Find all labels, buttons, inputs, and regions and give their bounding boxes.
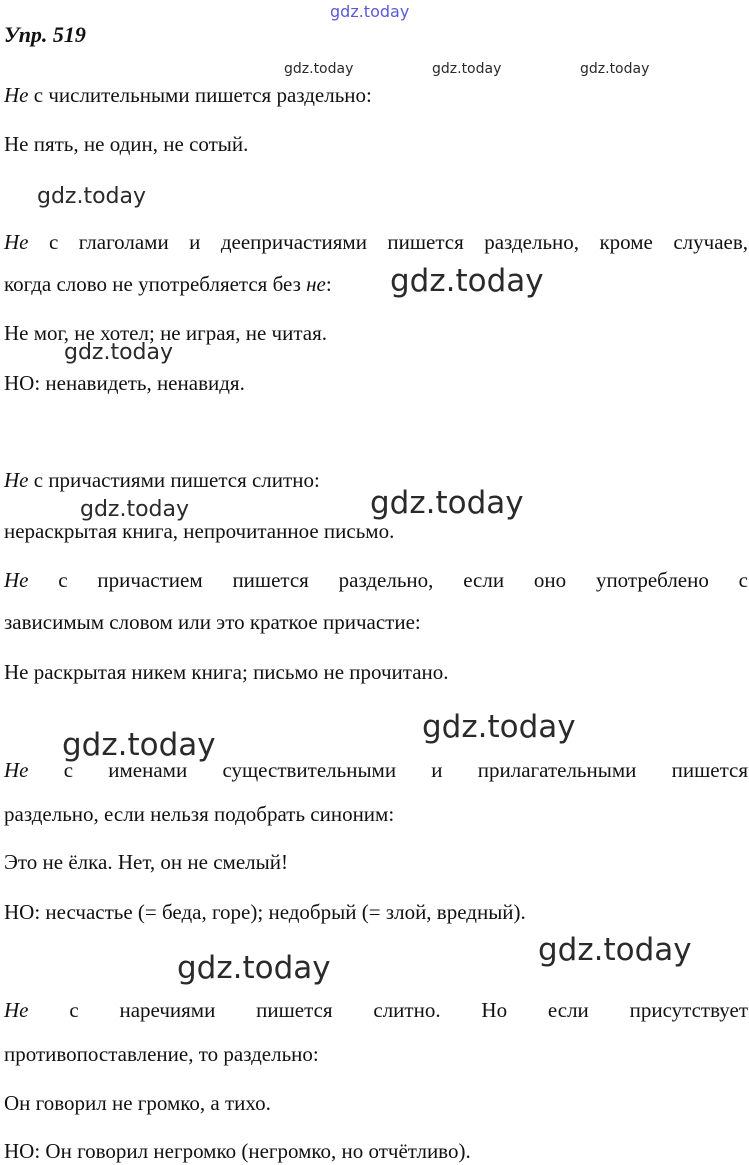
watermark: gdz.today bbox=[177, 950, 331, 986]
rule-text: Не с именами существительными и прилагательными пишется bbox=[4, 758, 748, 782]
watermark: gdz.today bbox=[580, 61, 650, 77]
rule-text: Не с наречиями пишется слитно. Но если присутствует bbox=[4, 998, 748, 1022]
watermark: gdz.today bbox=[37, 184, 147, 209]
rule-text: противопоставление, то раздельно: bbox=[4, 1042, 319, 1066]
example-text: Это не ёлка. Нет, он не смелый! bbox=[4, 850, 288, 874]
rule-text: Не с числительными пишется раздельно: bbox=[4, 83, 372, 107]
watermark: gdz.today bbox=[284, 61, 354, 77]
exercise-title: Упр. 519 bbox=[4, 22, 86, 47]
example-text: нераскрытая книга, непрочитанное письмо. bbox=[4, 519, 395, 543]
watermark: gdz.today bbox=[538, 932, 692, 968]
watermark: gdz.today bbox=[422, 709, 576, 745]
rule-text: когда слово не употребляется без не: bbox=[4, 272, 332, 296]
watermark-top: gdz.today bbox=[330, 2, 410, 21]
watermark: gdz.today bbox=[370, 485, 524, 521]
example-text: Он говорил не громко, а тихо. bbox=[4, 1091, 271, 1115]
example-text: НО: несчастье (= беда, горе); недобрый (= злой, вредный). bbox=[4, 900, 526, 924]
watermark: gdz.today bbox=[390, 263, 544, 299]
watermark: gdz.today bbox=[62, 727, 216, 763]
rule-text: раздельно, если нельзя подобрать синоним: bbox=[4, 802, 395, 826]
watermark: gdz.today bbox=[64, 340, 174, 365]
rule-text: Не с глаголами и деепричастиями пишется раздельно, кроме случаев, bbox=[4, 230, 748, 254]
example-text: Не пять, не один, не сотый. bbox=[4, 132, 249, 156]
watermark: gdz.today bbox=[80, 497, 190, 522]
watermark: gdz.today bbox=[432, 61, 502, 77]
example-text: НО: ненавидеть, ненавидя. bbox=[4, 371, 245, 395]
rule-text: зависимым словом или это краткое причастие: bbox=[4, 610, 421, 634]
rule-text: Не с причастием пишется раздельно, если оно употреблено с bbox=[4, 568, 748, 592]
example-text: Не мог, не хотел; не играя, не читая. bbox=[4, 321, 327, 345]
example-text: НО: Он говорил негромко (негромко, но отчётливо). bbox=[4, 1139, 471, 1163]
rule-text: Не с причастиями пишется слитно: bbox=[4, 468, 320, 492]
example-text: Не раскрытая никем книга; письмо не прочитано. bbox=[4, 660, 449, 684]
